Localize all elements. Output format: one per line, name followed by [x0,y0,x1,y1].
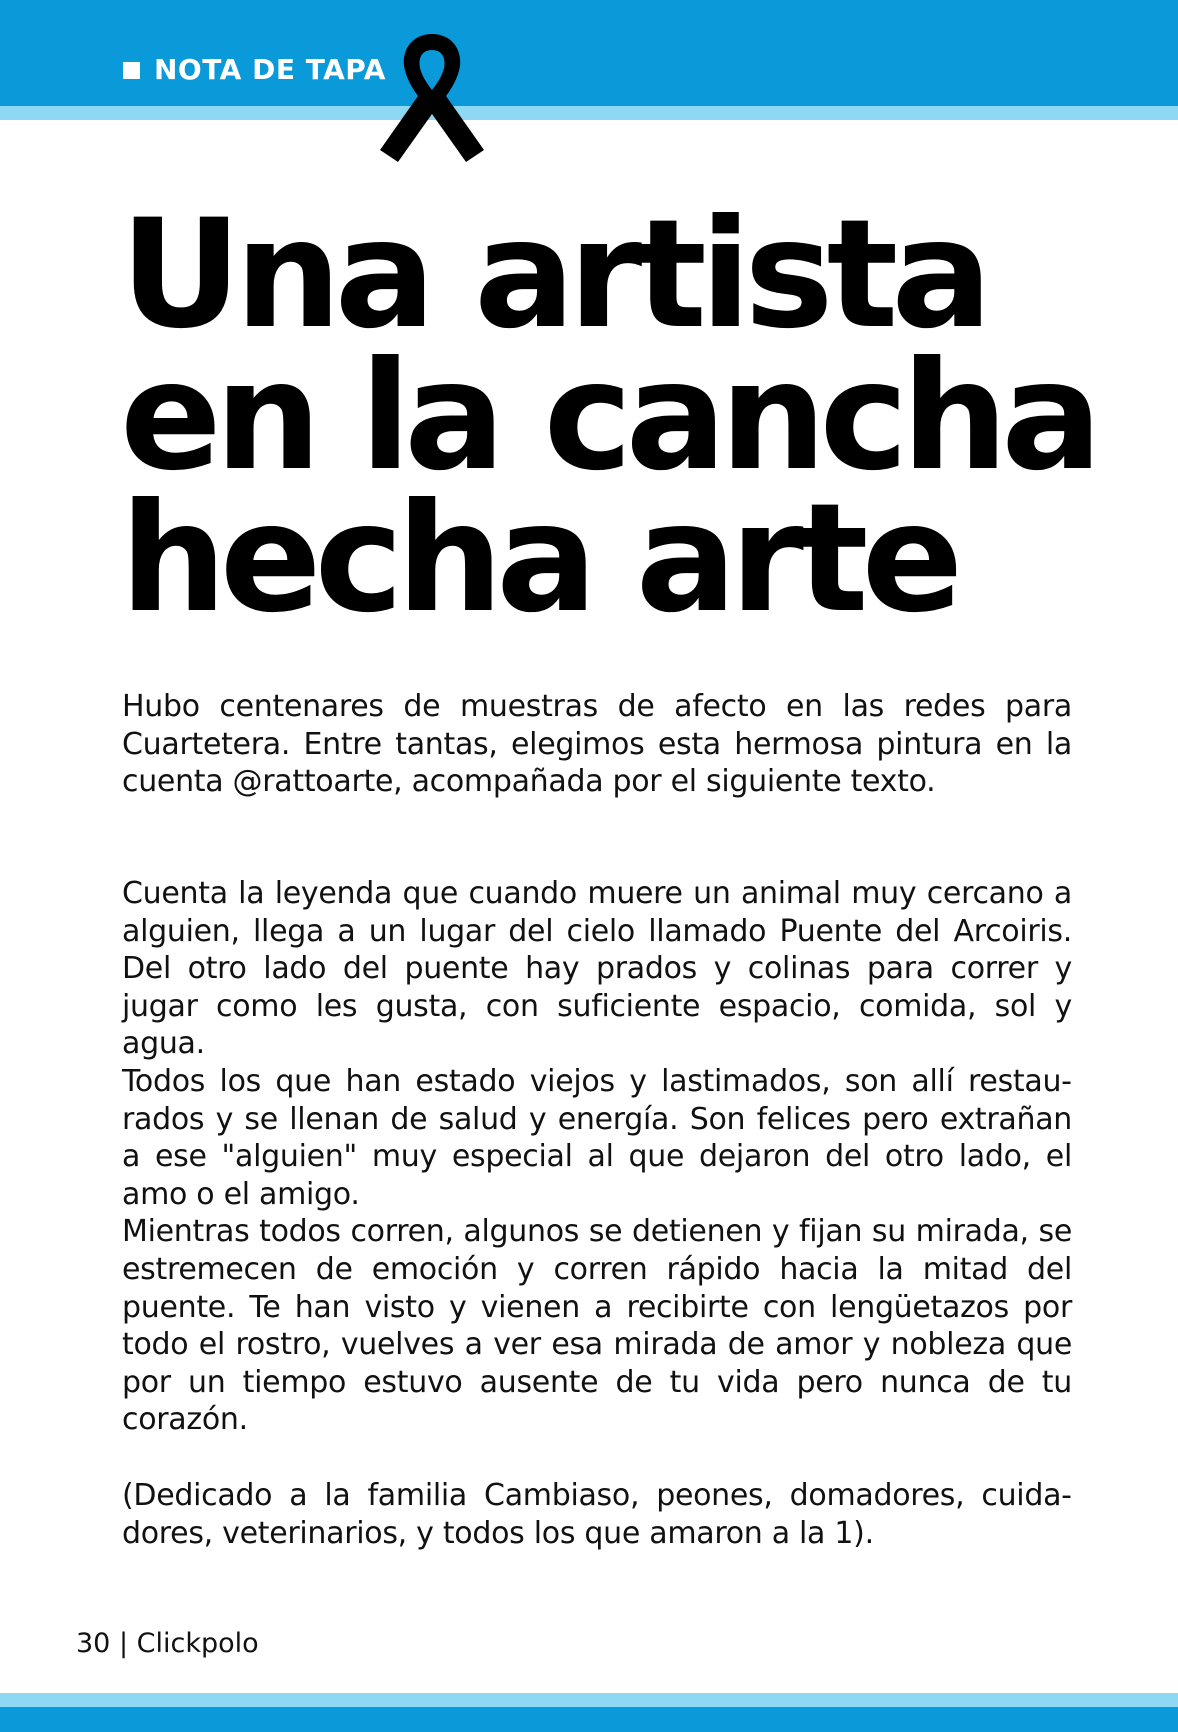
headline-line-1: Una artista [120,188,986,362]
headline [120,188,1160,646]
page-folio: 30 | Clickpolo [76,1628,259,1659]
footer-stripe [0,1693,1178,1707]
header-stripe [0,106,1178,120]
body-paragraph-3: Mientras todos corren, algunos se detienen y fijan su mirada, se estremecen de emoción y corren rápido hacia la mitad del puente. Te han visto y vienen a recibirte con lengüetazos por todo el rostro, vuelves a ver esa mirada de amor y nobleza que por un tiempo estuvo ausente de tu vida pero nunca de tu corazón. [122,1214,1072,1438]
body-paragraph-2: Todos los que han estado viejos y lastimados, son allí restaurados y se llenan de salud y energía. Son felices pero extrañan a ese "alguien" muy especial al que dejaron del otro lado, el amo o el amigo. [122,1063,1072,1212]
headline-line-2: en la cancha [120,330,1096,504]
dedication: (Dedicado a la familia Cambiaso, peones, domadores, cuidadores, veterinarios, y todos los que amaron a la 1). [122,1478,1072,1551]
article-body [122,875,1072,1439]
section-label [123,50,386,90]
mourning-ribbon-icon [372,28,492,164]
section-label-text: NOTA DE TAPA [154,53,386,86]
intro-paragraph: Hubo centenares de muestras de afecto en las redes para Cuartetera. Entre tantas, elegimos esta hermosa pintura en la cuenta @rattoarte, acompañada por el siguiente texto. [122,689,1072,800]
footer-band [0,1707,1178,1732]
headline-line-3: hecha arte [120,472,957,646]
square-bullet-icon [123,62,140,79]
body-paragraph-1: Cuenta la leyenda que cuando muere un animal muy cercano a alguien, llega a un lugar del cielo llamado Puente del Arcoiris. Del otro lado del puente hay prados y colinas para correr y jugar como les gusta, con suficiente espacio, comida, sol y agua. [122,876,1072,1062]
